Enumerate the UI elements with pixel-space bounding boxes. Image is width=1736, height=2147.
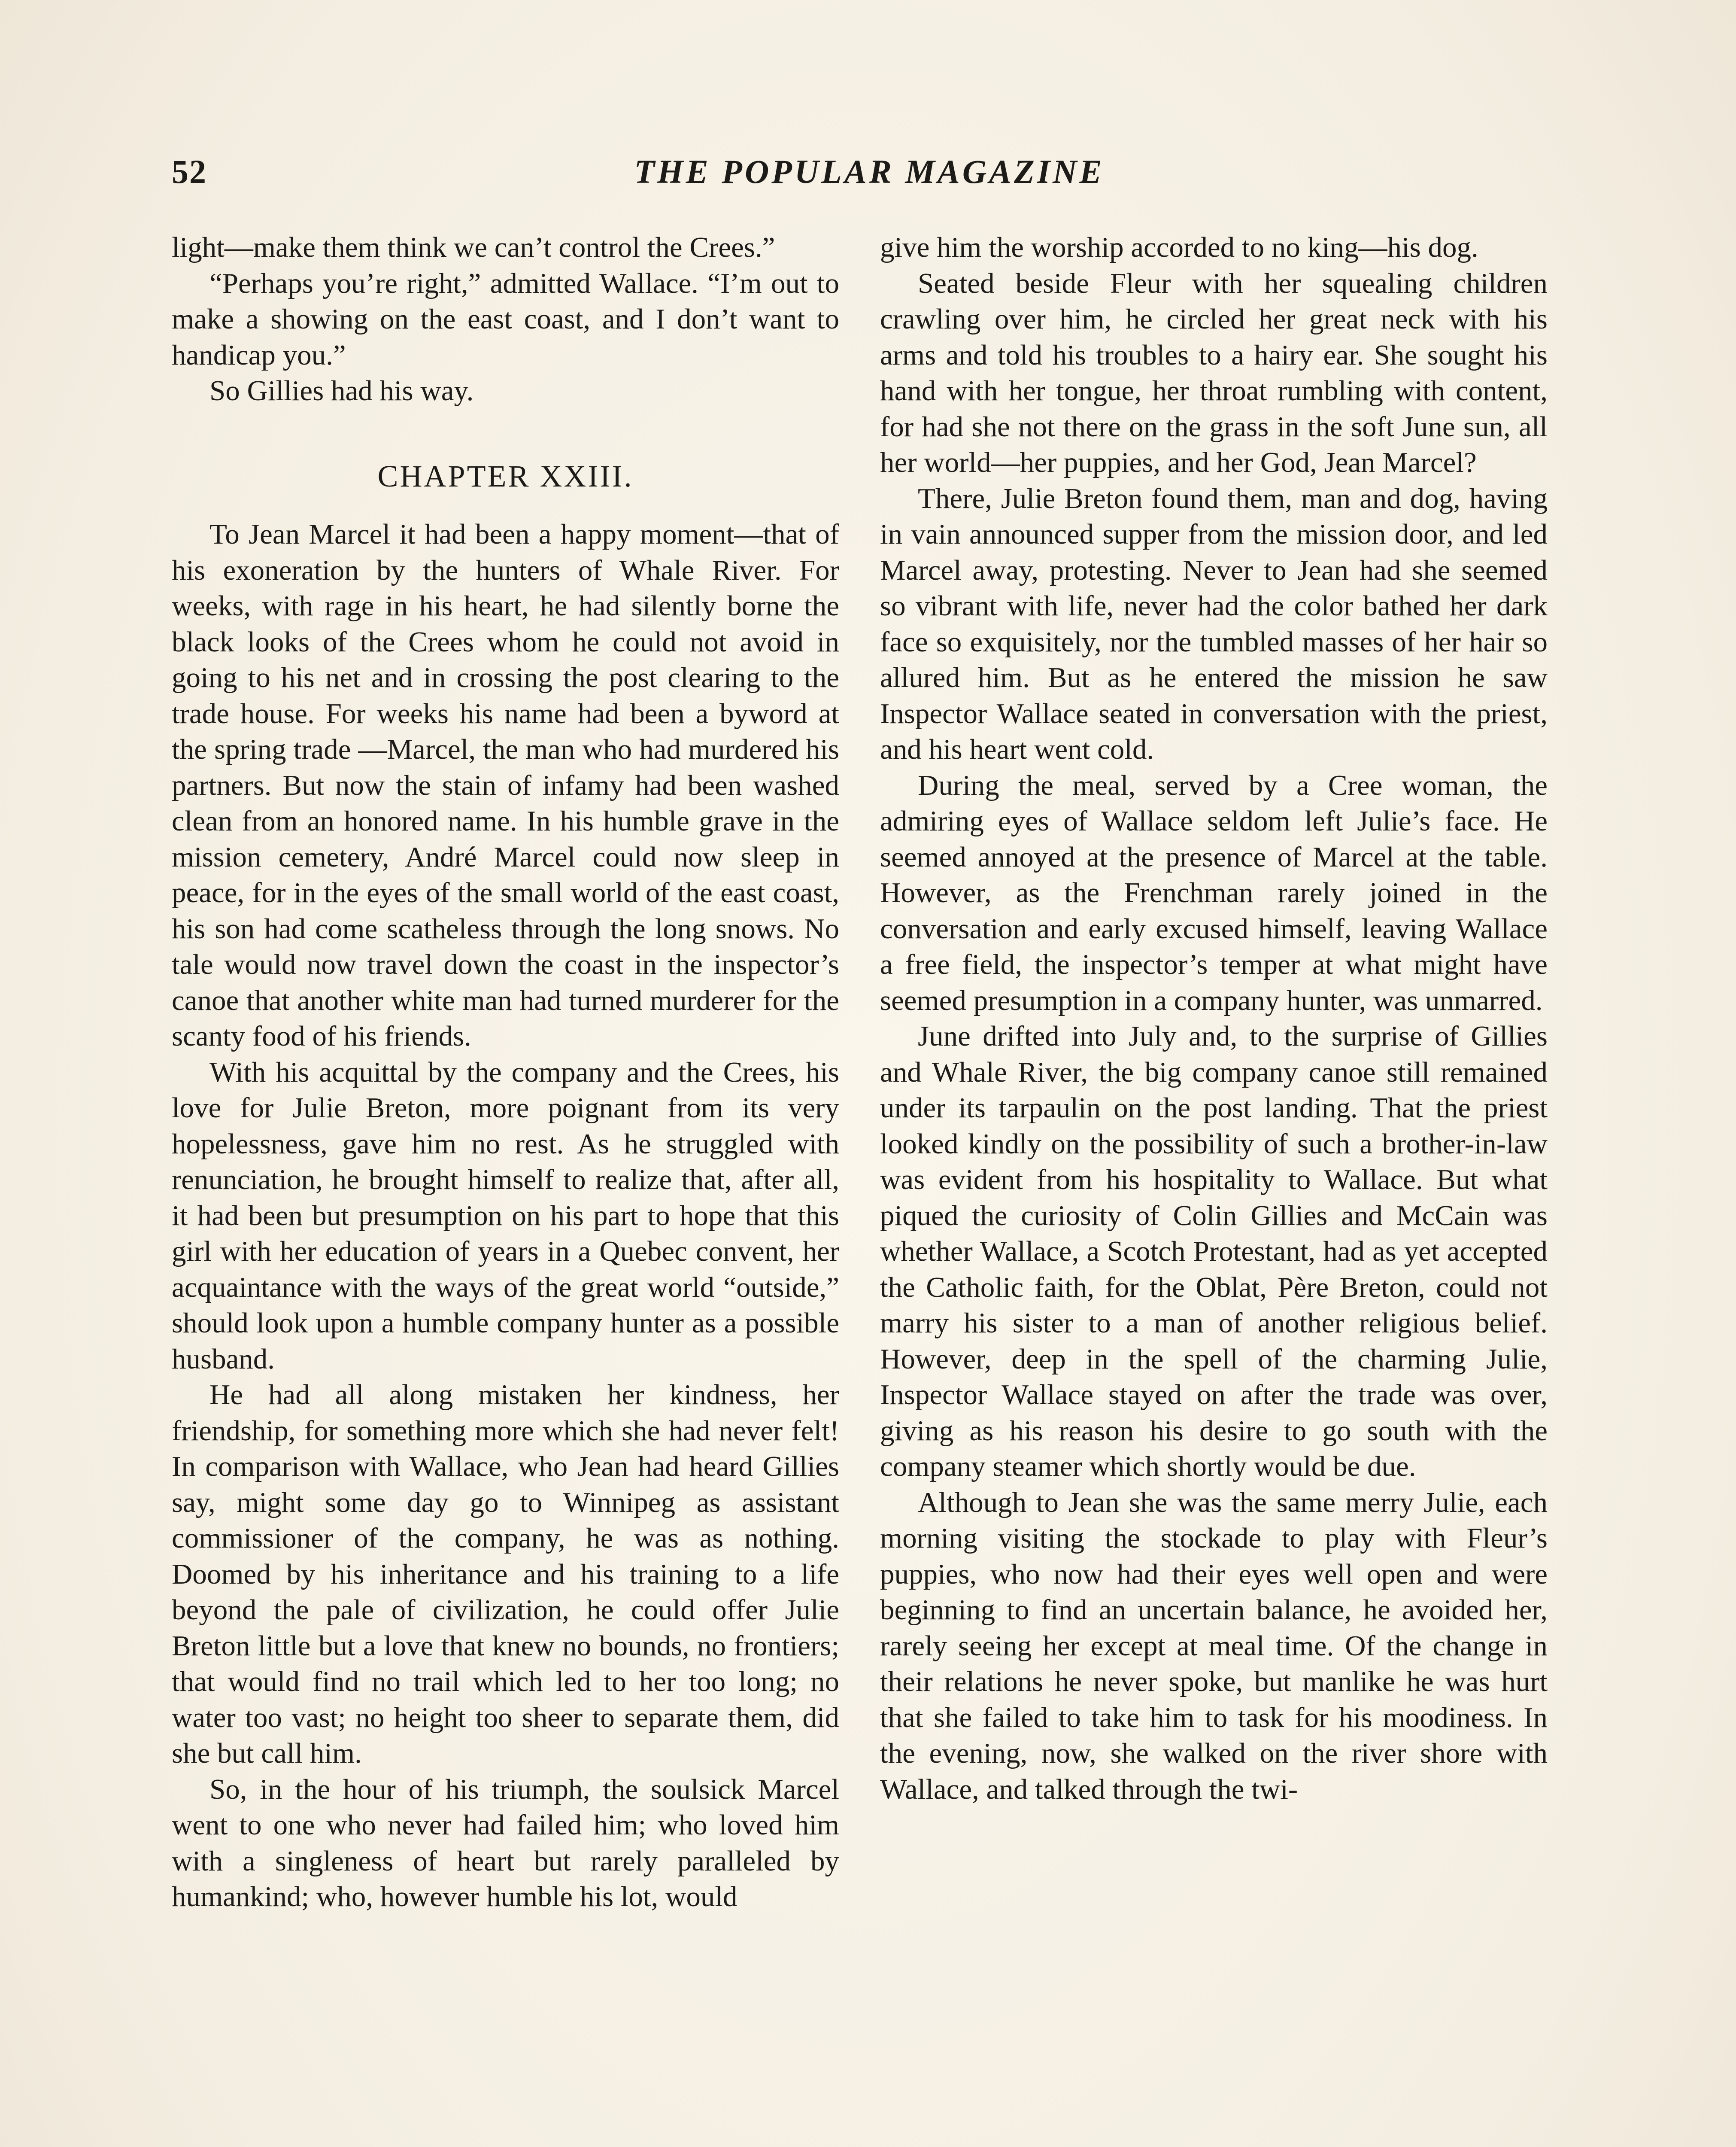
paragraph: To Jean Marcel it had been a happy moment—that of his exoneration by the hunters of Whale River. For weeks, with rage in his heart, he had silently borne the black looks of the Crees whom he could not avoid in going to his net and in crossing the post clearing to the trade house. For weeks his name had been a byword at the spring trade —Marcel, the man who had murdered his partners. But now the stain of infamy had been washed clean from an honored name. In his humble grave in the mission cemetery, André Marcel could now sleep in peace, for in the eyes of the small world of the east coast, his son had come scatheless through the long snows. No tale would now travel down the coast in the inspector’s canoe that another white man had turned murderer for the scanty food of his friends. (172, 518, 839, 1052)
paragraph: Seated beside Fleur with her squealing children crawling over him, he circled her great neck with his arms and told his troubles to a hairy ear. She sought his hand with her tongue, her throat rumbling with content, for had she not there on the grass in the soft June sun, all her world—her puppies, and her God, Jean Marcel? (880, 267, 1548, 478)
paragraph: During the meal, served by a Cree woman, the admiring eyes of Wallace seldom left Julie’s face. He seemed annoyed at the presence of Marcel at the table. However, as the Frenchman rarely joined in the conversation and early excused himself, leaving Wallace a free field, the inspector’s temper at what might have seemed presumption in a company hunter, was unmarred. (880, 769, 1548, 1016)
right-column (880, 230, 1548, 1807)
left-column (172, 230, 839, 1915)
paragraph: There, Julie Breton found them, man and dog, having in vain announced supper from the mission door, and led Marcel away, protesting. Never to Jean had she seemed so vibrant with life, never had the color bathed her dark face so exquisitely, nor the tumbled masses of her hair so allured him. But as he entered the mission he saw Inspector Wallace seated in conversation with the priest, and his heart went cold. (880, 482, 1548, 765)
paragraph: Although to Jean she was the same merry Julie, each morning visiting the stockade to play with Fleur’s puppies, who now had their eyes well open and were beginning to find an uncertain balance, he avoided her, rarely seeing her except at meal time. Of the change in their relations he never spoke, but manlike he was hurt that she failed to take him to task for his moodiness. In the evening, now, she walked on the river shore with Wallace, and talked through the twi- (880, 1486, 1548, 1805)
running-head (172, 152, 1567, 200)
paragraph: So, in the hour of his triumph, the soulsick Marcel went to one who never had failed him; who loved him with a singleness of heart but rarely paralleled by humankind; who, however humble his lot, would (172, 1773, 839, 1913)
page-number: 52 (172, 153, 207, 190)
paragraph: light—make them think we can’t control the Crees.” (172, 231, 775, 263)
magazine-title: THE POPULAR MAGAZINE (634, 153, 1105, 190)
paragraph: “Perhaps you’re right,” admitted Wallace. “I’m out to make a showing on the east coast, and I don’t want to handicap you.” (172, 267, 839, 371)
paragraph: So Gillies had his way. (209, 375, 474, 407)
paragraph: give him the worship accorded to no king—his dog. (880, 231, 1478, 263)
paragraph: With his acquittal by the company and the Crees, his love for Julie Breton, more poignant from its very hopelessness, gave him no rest. As he struggled with renunciation, he brought himself to realize that, after all, it had been but presumption on his part to hope that this girl with her education of years in a Quebec convent, her acquaintance with the ways of the great world “outside,” should look upon a humble company hunter as a possible husband. (172, 1056, 839, 1375)
paragraph: He had all along mistaken her kindness, her friendship, for something more which she had never felt! In comparison with Wallace, who Jean had heard Gillies say, might some day go to Winnipeg as assistant commissioner of the company, he was as nothing. Doomed by his inheritance and his training to a life beyond the pale of civilization, he could offer Julie Breton little but a love that knew no bounds, no frontiers; that would find no trail which led to her too long; no water too vast; no height too sheer to separate them, did she but call him. (172, 1379, 839, 1769)
chapter-heading: CHAPTER XXIII. (377, 459, 634, 493)
paragraph: June drifted into July and, to the surprise of Gillies and Whale River, the big company canoe still remained under its tarpaulin on the post landing. That the priest looked kindly on the possibility of such a brother-in-law was evident from his hospitality to Wallace. But what piqued the curiosity of Colin Gillies and McCain was whether Wallace, a Scotch Protestant, had as yet accepted the Catholic faith, for the Oblat, Père Breton, could not marry his sister to a man of another religious belief. However, deep in the spell of the charming Julie, Inspector Wallace stayed on after the trade was over, giving as his reason his desire to go south with the company steamer which shortly would be due. (880, 1020, 1548, 1482)
